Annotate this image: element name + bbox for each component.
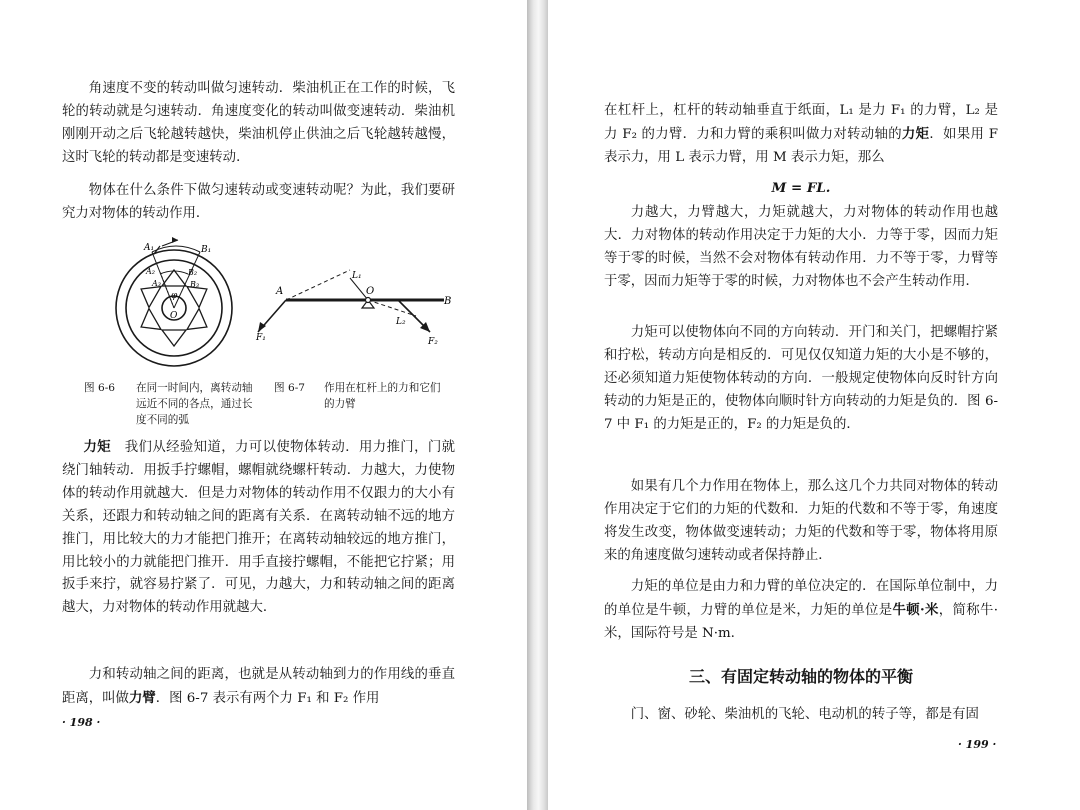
label-B: B	[444, 296, 452, 307]
fig-6-7-number: 图 6-7	[274, 382, 306, 394]
right-paragraph-1-a: 在杠杆上，杠杆的转动轴垂直于纸面，L₁ 是力 F₁ 的力臂，L₂ 是力 F₂ 的力臂．力和力臂的乘积叫做力对转动轴的	[604, 103, 998, 142]
torque-formula: M = FL.	[771, 180, 831, 196]
page-number-left: · 198 ·	[62, 716, 101, 729]
right-paragraph-5	[604, 576, 998, 646]
left-paragraph-3-body: 我们从经验知道，力可以使物体转动．用力推门，门就绕门轴转动．用扳手拧螺帽，螺帽就绕螺杆转动．力越大，力使物体的转动作用就越大．但是力对物体的转动作用不仅跟力的大小有关系，还跟力和转动轴之间的距离有关系．在离转动轴不远的地方推门，用比较大的力才能把门推开；在离转动轴较远的地方推门，用比较小的力就能把门推开．用手直接拧螺帽，不能把它拧紧；用扳手来拧，就容易拧紧了．可见，力越大，力和转动轴之间的距离越大，力对物体的转动作用就越大．	[62, 440, 456, 616]
right-paragraph-5-b: ，简称牛·米，国际符号是 N·m.	[604, 602, 998, 641]
label-L1: L₁	[352, 271, 362, 281]
label-A2: A₂	[146, 267, 155, 276]
term-torque: 力矩	[901, 125, 930, 142]
term-lever-arm: 力臂	[128, 689, 156, 706]
left-paragraph-4-b: ．图 6-7 表示有两个力 F₁ 和 F₂ 作用	[155, 690, 380, 706]
label-O-pivot: O	[366, 286, 375, 297]
label-A1: A₁	[144, 243, 155, 253]
figure-6-6-flywheel	[100, 232, 260, 372]
left-paragraph-1: 角速度不变的转动叫做匀速转动．柴油机正在工作的时候，飞轮的转动就是匀速转动．角速度变化的转动叫做变速转动．柴油机刚刚开动之后飞轮越转越快，柴油机停止供油之后飞轮越转越慢，这时飞轮的转动都是变速转动．	[62, 81, 455, 165]
label-B1: B₁	[201, 245, 212, 255]
label-B3: B₃	[190, 280, 200, 289]
left-paragraph-2: 物体在什么条件下做匀速转动或变速转动呢？为此，我们要研究力对物体的转动作用．	[62, 183, 455, 221]
term-torque-heading: 力矩	[83, 439, 111, 455]
label-A: A	[276, 286, 284, 297]
right-paragraph-3: 力矩可以使物体向不同的方向转动．开门和关门，把螺帽拧紧和拧松，转动方向是相反的．可见仅仅知道力矩的大小是不够的，还必须知道力矩使物体转动的方向．一般规定使物体向反时针方向转动的力矩是正的，使物体向顺时针方向转动的力矩是负的．图 6-7 中 F₁ 的力矩是正的，F₂ 的力矩是负的．	[604, 325, 998, 432]
term-newton-meter: 牛顿·米	[892, 601, 939, 618]
right-paragraph-6: 门、窗、砂轮、柴油机的飞轮、电动机的转子等，都是有固	[630, 707, 979, 722]
label-L2: L₂	[396, 317, 406, 327]
fig-6-7-caption: 作用在杠杆上的力和它们的力臂	[324, 382, 441, 410]
right-paragraph-5-a: 力矩的单位是由力和力臂的单位决定的．在国际单位制中，力的单位是牛顿，力臂的单位是米，力矩的单位是	[604, 579, 998, 618]
figure-6-7-lever	[248, 262, 458, 352]
fig-6-6-number: 图 6-6	[84, 382, 116, 394]
right-paragraph-4: 如果有几个力作用在物体上，那么这几个力共同对物体的转动作用决定于它们的力矩的代数和．力矩的代数和不等于零，角速度将发生改变，物体做变速转动；力矩的代数和等于零，物体将用原来的角速度做匀速转动或者保持静止．	[604, 479, 998, 563]
right-paragraph-1	[604, 100, 998, 170]
label-F1: F₁	[256, 333, 266, 343]
section-heading: 三、有固定转动轴的物体的平衡	[688, 667, 913, 686]
label-phi: φ	[171, 291, 178, 301]
page-number-right: · 199 ·	[958, 738, 997, 751]
left-paragraph-4	[62, 664, 455, 711]
label-F2: F₂	[428, 337, 438, 347]
book-gutter	[527, 0, 548, 810]
left-paragraph-3	[62, 436, 455, 620]
fig-6-6-caption: 在同一时间内，离转动轴远近不同的各点，通过长度不同的弧	[136, 382, 253, 426]
label-O: O	[170, 311, 178, 321]
right-paragraph-2: 力越大，力臂越大，力矩就越大，力对物体的转动作用也越大．力对物体的转动作用决定于力矩的大小．力等于零，因而力矩等于零的时候，当然不会对物体有转动作用．力不等于零，力臂等于零，因而力矩等于零的时候，力对物体也不会产生转动作用．	[604, 205, 998, 289]
left-paragraph-4-a: 力和转动轴之间的距离，也就是从转动轴到力的作用线的垂直距离，叫做	[62, 667, 455, 706]
label-A3: A₃	[152, 279, 161, 288]
right-paragraph-1-b: ．如果用 F 表示力，用 L 表示力臂，用 M 表示力矩，那么	[604, 126, 999, 165]
label-B2: B₂	[188, 268, 198, 277]
